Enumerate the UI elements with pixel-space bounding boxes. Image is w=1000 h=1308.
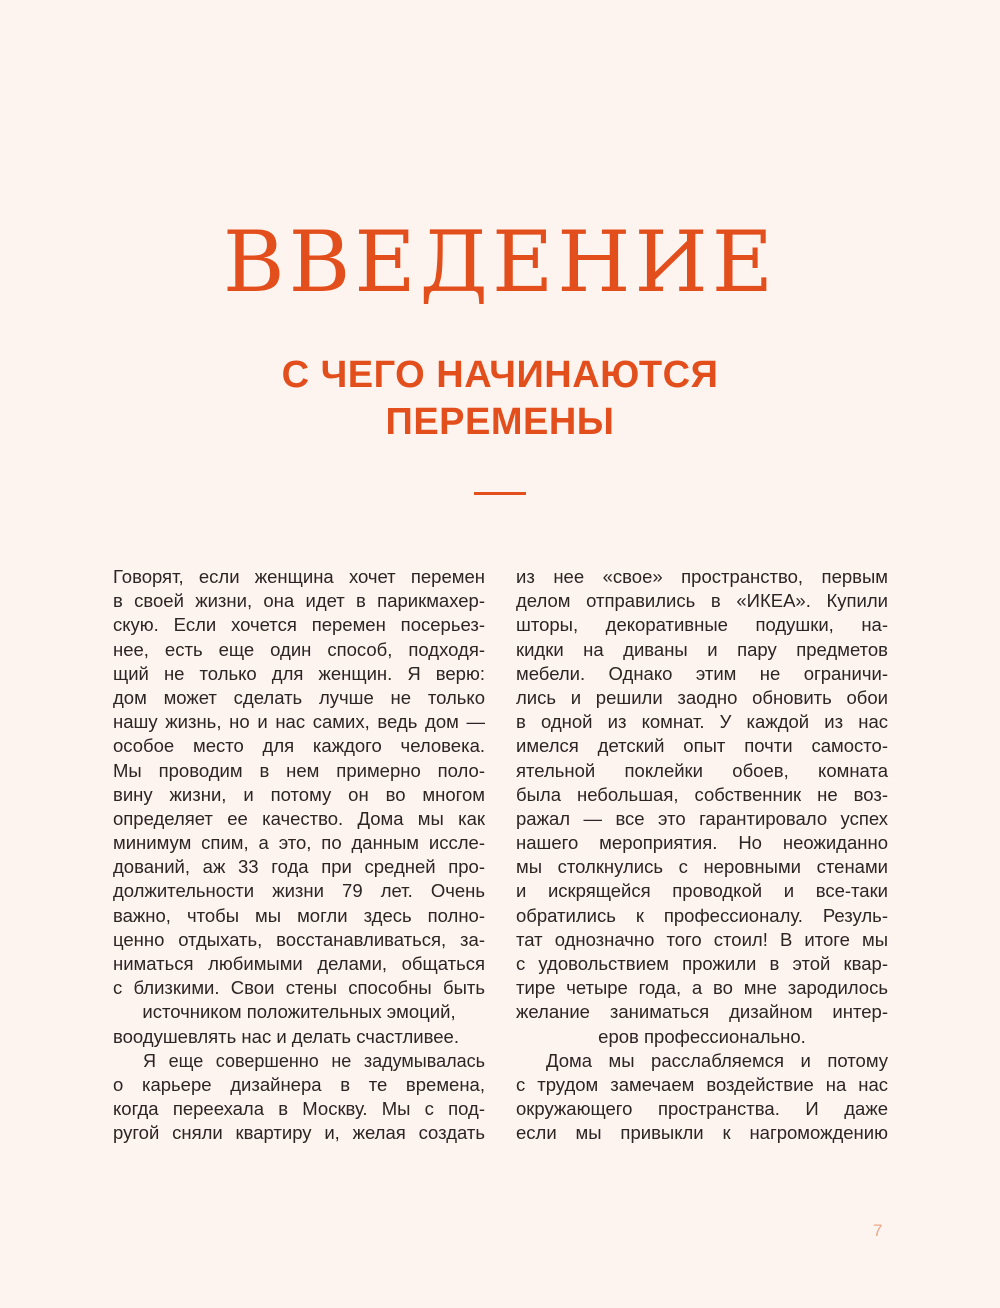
text-line: Мы проводим в нем примерно поло- — [113, 759, 485, 781]
text-line: имелся детский опыт почти самосто- — [516, 735, 888, 757]
text-line: Говорят, если женщина хочет перемен — [113, 566, 485, 587]
text-line: с удовольствием прожили в этой квар- — [516, 953, 888, 974]
subtitle-line: С ЧЕГО НАЧИНАЮТСЯ — [281, 354, 719, 396]
text-line: ругой сняли квартиру и, желая создать — [113, 1122, 485, 1144]
text-line: когда переехала в Москву. Мы с под- — [113, 1098, 485, 1120]
text-line: скую. Если хочется перемен посерьез- — [113, 614, 485, 636]
text-column-left — [113, 565, 485, 1146]
text-line: еров профессионально. — [598, 1025, 806, 1047]
text-line: лись и решили заодно обновить обои — [516, 686, 888, 708]
text-line: нашего мероприятия. Но неожиданно — [516, 832, 888, 854]
text-line: щий не только для женщин. Я верю: — [113, 662, 485, 684]
text-line: из нее «свое» пространство, первым — [516, 566, 888, 587]
text-line: вину жизни, и потому он во многом — [113, 783, 485, 805]
text-line: мы столкнулись с неровными стенами — [516, 856, 888, 878]
text-line: кидки на диваны и пару предметов — [516, 638, 888, 660]
text-line: Я еще совершенно не задумывалась — [143, 1050, 485, 1071]
text-line: с трудом замечаем воздействие на нас — [516, 1073, 888, 1095]
text-column-right — [516, 565, 888, 1146]
text-line: дований, аж 33 года при средней про- — [113, 856, 485, 878]
text-line: особое место для каждого человека. — [113, 735, 485, 757]
text-line: источником положительных эмоций, — [142, 1001, 456, 1023]
text-line: ражал — все это гарантировало успех — [516, 807, 888, 829]
text-line: окружающего пространства. И даже — [516, 1098, 888, 1120]
subtitle-line: ПЕРЕМЕНЫ — [385, 401, 615, 443]
text-line: делом отправились в «ИКЕА». Купили — [516, 590, 888, 612]
text-line: тат однозначно того стоил! В итоге мы — [516, 928, 888, 950]
text-line: тире четыре года, а во мне зародилось — [516, 977, 888, 999]
text-line: если мы привыкли к нагромождению — [516, 1122, 888, 1144]
text-line: ценно отдыхать, восстанавливаться, за- — [113, 928, 485, 950]
text-line: о карьере дизайнера в те времена, — [113, 1073, 485, 1095]
text-line: должительности жизни 79 лет. Очень — [113, 880, 485, 902]
text-line: была небольшая, собственник не воз- — [516, 783, 888, 805]
text-line: с близкими. Свои стены способны быть — [113, 977, 485, 999]
text-line: нее, есть еще один способ, подходя- — [113, 638, 485, 660]
text-line: и искрящейся проводкой и все-таки — [516, 880, 888, 902]
text-line: Дома мы расслабляемся и потому — [546, 1049, 888, 1071]
text-line: определяет ее качество. Дома мы как — [113, 807, 485, 829]
text-line: желание заниматься дизайном интер- — [516, 1001, 888, 1023]
chapter-subtitle — [0, 352, 1000, 446]
text-line: воодушевлять нас и делать счастливее. — [113, 1025, 459, 1047]
text-line: ятельной поклейки обоев, комната — [516, 759, 888, 781]
text-line: важно, чтобы мы могли здесь полно- — [113, 904, 485, 926]
text-line: нашу жизнь, но и нас самих, ведь дом — — [113, 711, 485, 733]
text-line: в одной из комнат. У каждой из нас — [516, 711, 888, 733]
page-number: 7 — [873, 1221, 883, 1240]
text-line: обратились к профессионалу. Резуль- — [516, 904, 888, 926]
title-divider — [474, 492, 526, 495]
text-line: минимум спим, а это, по данным иссле- — [113, 832, 485, 854]
chapter-title: ВВЕДЕНИЕ — [222, 213, 778, 311]
text-line: дом может сделать лучше не только — [113, 686, 485, 708]
text-line: шторы, декоративные подушки, на- — [516, 614, 888, 636]
text-line: мебели. Однако этим не ограничи- — [516, 662, 888, 684]
text-line: ниматься любимыми делами, общаться — [113, 953, 485, 974]
text-line: в своей жизни, она идет в парикмахер- — [113, 590, 485, 612]
